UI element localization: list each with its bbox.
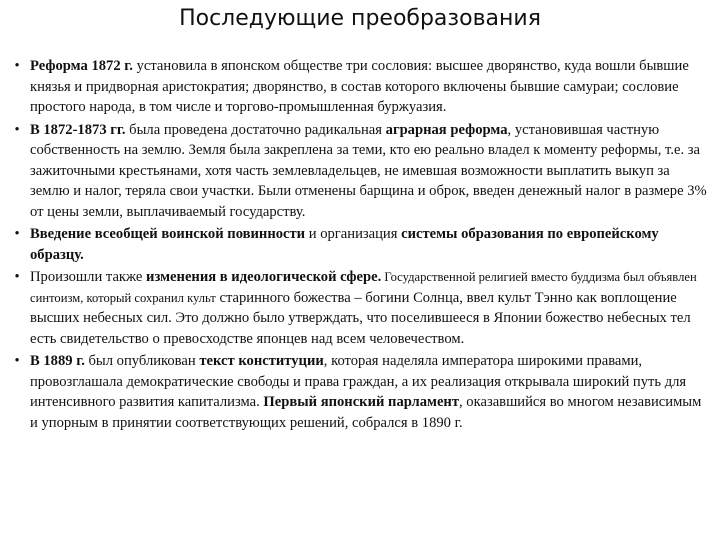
- body-text: был опубликован: [84, 353, 200, 369]
- bullet-icon: •: [14, 58, 20, 74]
- bold-text: В 1889 г.: [30, 353, 85, 369]
- body-text: , установившая частную собственность на землю. Земля была закреплена за теми, кто ею реально владел к моменту реформы, т.е. за зажиточными крестьянами, хотя часть землевладельцев, не имевшая возможности выплатить выкуп за землю и налог, теряла свои участки. Были отменены барщина и оброк, введен денежный налог в размере 3% от цены земли, выплачиваемый государству.: [30, 121, 707, 220]
- bullet-list: [8, 56, 708, 435]
- bullet-text: [30, 224, 708, 265]
- body-text: , оказавшийся во многом независимым и упорным в принятии соответствующих решений, собрался в 1890 г.: [30, 394, 702, 431]
- bold-text: аграрная реформа: [385, 121, 508, 138]
- slide-title: Последующие преобразования: [179, 6, 541, 31]
- bullet-icon: •: [14, 269, 20, 285]
- bullet-item-constitution: [8, 351, 708, 433]
- bullet-item-ideology: [8, 267, 708, 349]
- bullet-item-agrarian-reform: [8, 120, 708, 223]
- bold-text: В 1872-1873 гг.: [30, 121, 126, 138]
- bullet-icon: •: [14, 121, 20, 138]
- bullet-icon: •: [14, 226, 20, 242]
- body-text: старинного божества – богини Солнца, ввел культ Тэнно как воплощение высших небесных сил. Это должно было утверждать, что поселившееся в Японии божество небесных тел есть свидетельство о превосходстве японцев над всем человечеством.: [30, 289, 691, 347]
- bold-text: Введение всеобщей воинской повинности: [30, 226, 306, 242]
- bold-text: Первый японский парламент: [263, 394, 459, 410]
- bullet-text: [30, 56, 708, 118]
- bold-text: текст конституции: [199, 353, 324, 369]
- body-text: , которая наделяла императора широкими правами, провозглашала демократические свободы и права граждан, а их реализация открывала широкий путь для интенсивного развития капитализма.: [30, 353, 687, 410]
- bold-text: Реформа 1872 г.: [30, 58, 133, 74]
- bold-text: системы образования по европейскому образцу.: [30, 226, 659, 263]
- bullet-text: [30, 351, 708, 433]
- body-text: установила в японском обществе три сословия: высшее дворянство, куда вошли бывшие князья и придворная аристократия; дворянство, в состав которого включены бывшие самураи; сословие простого народа, в том числе и торгово-промышленная буржуазия.: [30, 58, 689, 115]
- body-text: была проведена достаточно радикальная: [125, 121, 386, 138]
- body-text: и организация: [305, 226, 402, 242]
- bullet-icon: •: [14, 353, 20, 369]
- bullet-text: [30, 120, 708, 223]
- small-body-text: Государственной религией вместо буддизма был объявлен синтоизм, который сохранил культ: [30, 270, 697, 305]
- bullet-item-military-education: [8, 224, 708, 265]
- bold-text: изменения в идеологической сфере.: [146, 269, 382, 285]
- bullet-item-reform-1872: [8, 56, 708, 118]
- bullet-text: [30, 267, 708, 349]
- body-text: Произошли также: [30, 269, 147, 285]
